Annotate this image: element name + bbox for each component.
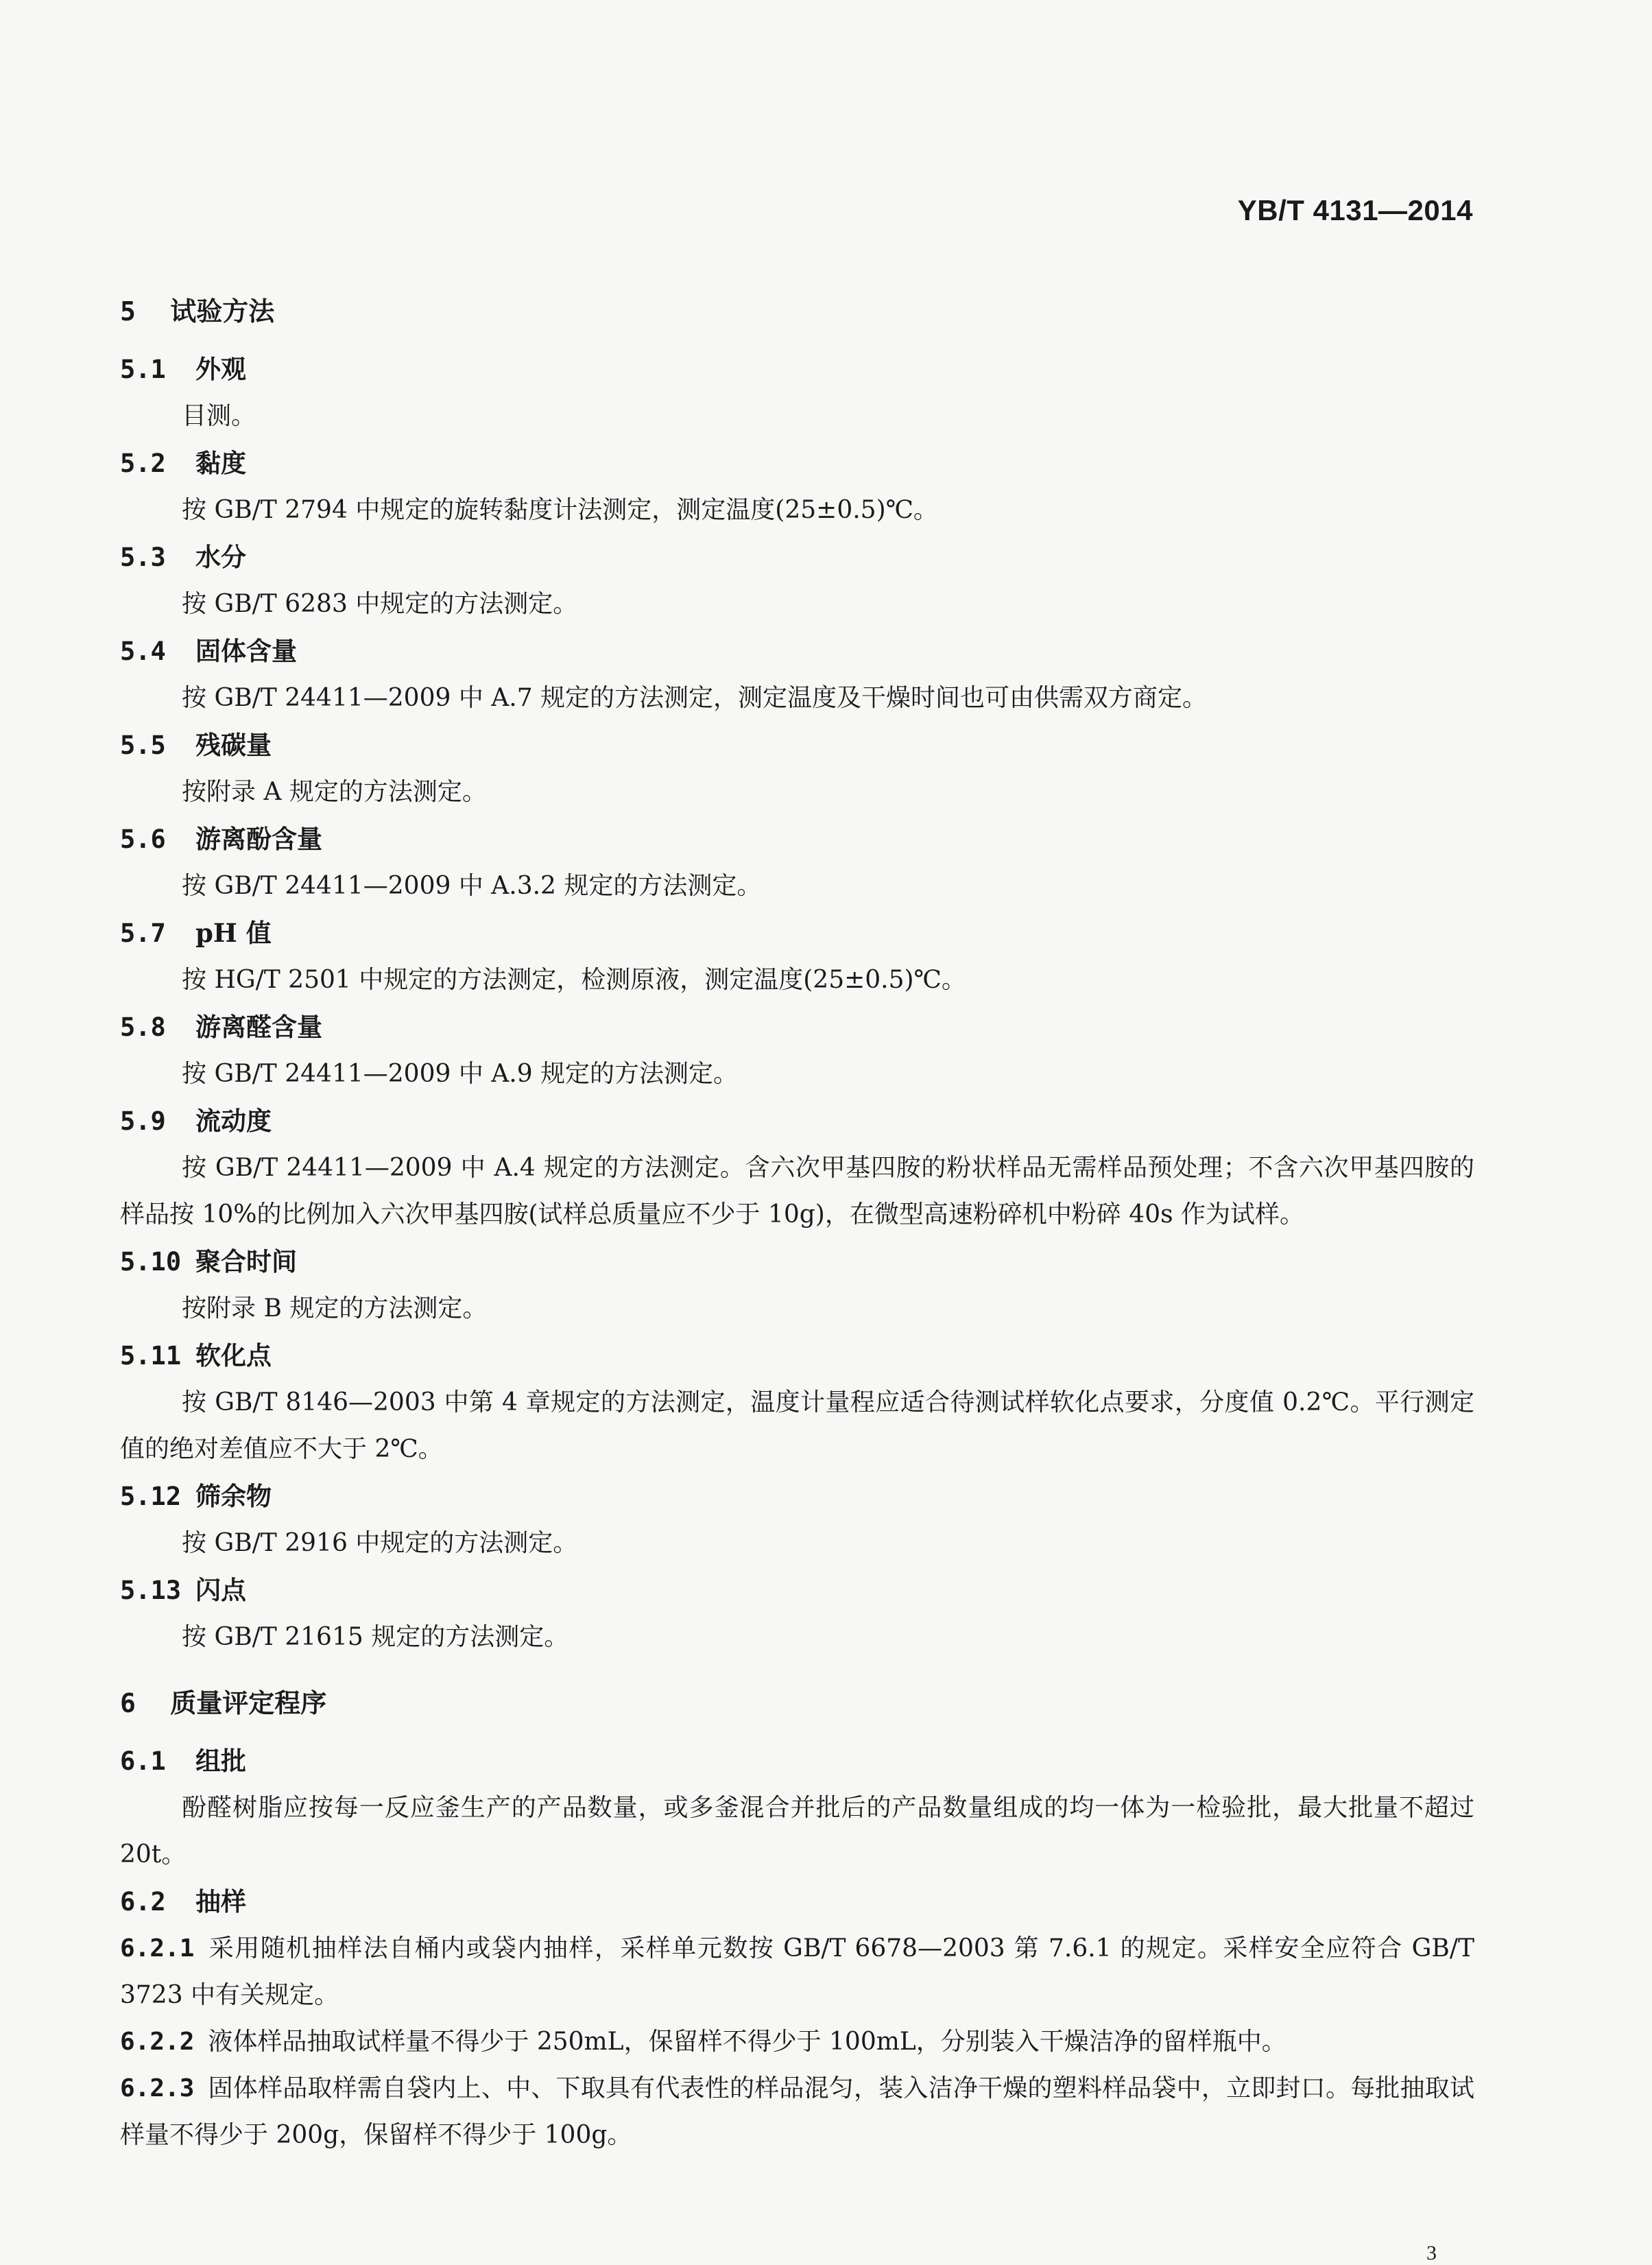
subsection-text: 按 GB/T 24411—2009 中 A.7 规定的方法测定，测定温度及干燥时间也可由供需双方商定。 [182, 684, 1208, 712]
page-content [120, 288, 1474, 2159]
clause-number: 6.2.2 [120, 2028, 195, 2056]
subsection-number: 5.3 [120, 543, 166, 572]
clause-6-2-3 [120, 2065, 1474, 2159]
subsection-text: 按 GB/T 8146—2003 中第 4 章规定的方法测定，温度计量程应适合待测试样软化点要求，分度值 0.2℃。平行测定值的绝对差值应不大于 2℃。 [120, 1388, 1474, 1463]
subsection-number: 6.1 [120, 1746, 166, 1776]
spacer [120, 1727, 1474, 1738]
subsection-title: 筛余物 [195, 1481, 272, 1511]
subsection-title: 水分 [195, 542, 246, 572]
spacer [120, 335, 1474, 346]
subsection-title: 聚合时间 [195, 1246, 297, 1277]
subsection-title: 抽样 [195, 1886, 246, 1917]
page-number: 3 [1426, 2242, 1437, 2264]
subsection-5-5 [120, 722, 1474, 816]
subsection-5-2 [120, 440, 1474, 534]
subsection-6-2 [120, 1878, 1474, 2159]
subsection-heading [120, 1098, 1474, 1145]
subsection-text: 按 GB/T 24411—2009 中 A.3.2 规定的方法测定。 [182, 872, 762, 900]
subsection-number: 5.7 [120, 918, 166, 948]
subsection-number: 5.2 [120, 449, 166, 478]
subsection-5-1 [120, 346, 1474, 440]
subsection-heading [120, 628, 1474, 675]
subsection-heading [120, 534, 1474, 581]
subsection-title: 残碳量 [195, 730, 272, 760]
standard-number: YB/T 4131—2014 [1237, 194, 1473, 226]
subsection-text: 按 GB/T 2794 中规定的旋转黏度计法测定，测定温度(25±0.5)℃。 [182, 496, 938, 524]
subsection-5-9 [120, 1098, 1474, 1238]
subsection-heading [120, 816, 1474, 863]
subsection-title: pH 值 [195, 918, 272, 948]
subsection-5-3 [120, 534, 1474, 628]
clause-6-2-2 [120, 2019, 1474, 2065]
subsection-title: 组批 [195, 1746, 246, 1776]
subsection-title: 流动度 [195, 1106, 272, 1136]
subsection-6-1 [120, 1738, 1474, 1878]
subsection-number: 5.1 [120, 355, 166, 384]
subsection-text: 按 GB/T 24411—2009 中 A.4 规定的方法测定。含六次甲基四胺的粉状样品无需样品预处理；不含六次甲基四胺的样品按 10%的比例加入六次甲基四胺(试样总质量应不少于 10g)，在微型高速粉碎机中粉碎 40s 作为试样。 [120, 1154, 1474, 1229]
section-number: 6 [120, 1688, 136, 1718]
section-6-heading [120, 1680, 1474, 1727]
subsection-heading [120, 346, 1474, 393]
subsection-title: 软化点 [195, 1340, 272, 1371]
subsection-title: 闪点 [195, 1575, 246, 1605]
subsection-title: 游离酚含量 [195, 824, 322, 854]
subsection-heading [120, 722, 1474, 769]
subsection-5-13 [120, 1567, 1474, 1661]
subsection-heading [120, 1738, 1474, 1785]
subsection-heading [120, 1238, 1474, 1285]
subsection-number: 5.10 [120, 1247, 182, 1277]
clause-text: 固体样品取样需自袋内上、中、下取具有代表性的样品混匀，装入洁净干燥的塑料样品袋中，立即封口。每批抽取试样量不得少于 200g，保留样不得少于 100g。 [120, 2074, 1474, 2149]
subsection-5-4 [120, 628, 1474, 722]
subsection-5-7 [120, 910, 1474, 1004]
subsection-heading [120, 1567, 1474, 1614]
subsection-heading [120, 440, 1474, 487]
section-5-heading [120, 288, 1474, 335]
subsection-number: 5.8 [120, 1012, 166, 1042]
subsection-number: 5.11 [120, 1341, 182, 1371]
subsection-number: 5.13 [120, 1576, 182, 1605]
subsection-text: 按 GB/T 24411—2009 中 A.9 规定的方法测定。 [182, 1060, 739, 1088]
subsection-text: 按 GB/T 6283 中规定的方法测定。 [182, 590, 578, 618]
section-number: 5 [120, 296, 136, 327]
subsection-title: 黏度 [195, 448, 246, 478]
subsection-heading [120, 1878, 1474, 1925]
section-title: 试验方法 [170, 296, 275, 327]
subsection-text: 按 GB/T 21615 规定的方法测定。 [182, 1623, 569, 1651]
clause-number: 6.2.3 [120, 2074, 195, 2102]
clause-text: 液体样品抽取试样量不得少于 250mL，保留样不得少于 100mL，分别装入干燥洁净的留样瓶中。 [208, 2028, 1286, 2056]
section-title: 质量评定程序 [170, 1687, 327, 1718]
subsection-heading [120, 910, 1474, 957]
subsection-heading [120, 1332, 1474, 1379]
subsection-heading [120, 1004, 1474, 1051]
subsection-text: 目测。 [182, 402, 256, 430]
subsection-text: 按附录 B 规定的方法测定。 [182, 1294, 488, 1323]
subsection-text: 按附录 A 规定的方法测定。 [182, 778, 487, 806]
clause-text: 采用随机抽样法自桶内或袋内抽样，采样单元数按 GB/T 6678—2003 第 7.6.1 的规定。采样安全应符合 GB/T 3723 中有关规定。 [120, 1934, 1474, 2009]
clause-number: 6.2.1 [120, 1934, 195, 1962]
subsection-5-12 [120, 1473, 1474, 1567]
subsection-5-8 [120, 1004, 1474, 1098]
subsection-text: 按 GB/T 2916 中规定的方法测定。 [182, 1529, 578, 1557]
subsection-5-10 [120, 1238, 1474, 1332]
subsection-number: 5.4 [120, 637, 166, 666]
subsection-title: 外观 [195, 354, 246, 384]
subsection-5-11 [120, 1332, 1474, 1473]
clause-6-2-1 [120, 1925, 1474, 2019]
subsection-number: 6.2 [120, 1887, 166, 1917]
subsection-title: 固体含量 [195, 636, 297, 666]
subsection-text: 按 HG/T 2501 中规定的方法测定，检测原液，测定温度(25±0.5)℃。 [182, 966, 966, 994]
subsection-number: 5.6 [120, 825, 166, 854]
subsection-number: 5.12 [120, 1482, 182, 1511]
subsection-heading [120, 1473, 1474, 1520]
subsection-text: 酚醛树脂应按每一反应釜生产的产品数量，或多釜混合并批后的产品数量组成的均一体为一检验批，最大批量不超过 20t。 [120, 1794, 1474, 1869]
subsection-title: 游离醛含量 [195, 1012, 322, 1042]
subsection-number: 5.5 [120, 731, 166, 760]
subsection-number: 5.9 [120, 1106, 166, 1136]
subsection-5-6 [120, 816, 1474, 910]
